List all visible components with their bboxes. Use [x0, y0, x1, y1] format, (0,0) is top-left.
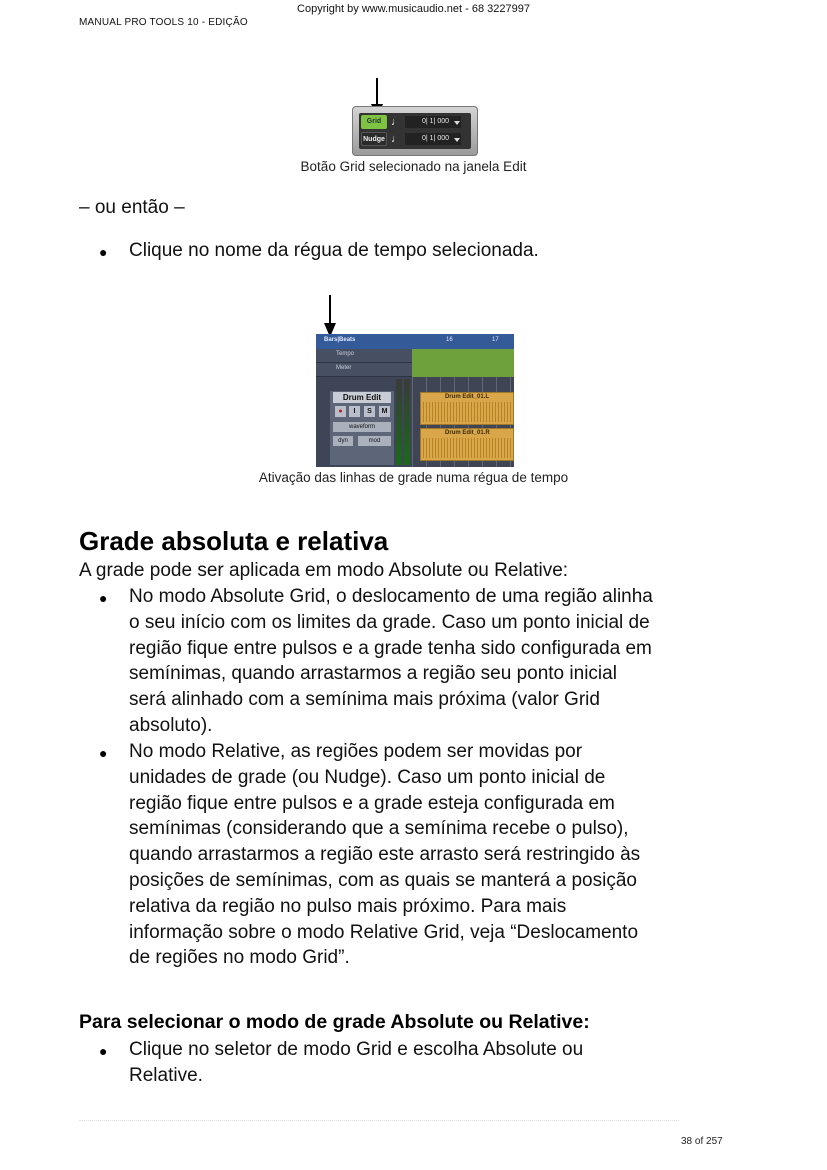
- bars-beats-ruler[interactable]: [316, 334, 514, 349]
- procedure-heading: Para selecionar o modo de grade Absolute ou Relative:: [79, 1011, 590, 1033]
- text-line: região fique entre pulsos e a grade esteja configurada em: [129, 792, 615, 814]
- text-line: será alinhado com a semínima mais próxima (valor Grid: [129, 689, 600, 711]
- text-line: No modo Relative, as regiões podem ser movidas por: [129, 741, 583, 762]
- text-line: informação sobre o modo Relative Grid, veja “Deslocamento: [129, 921, 639, 943]
- bullet-icon: ●: [99, 590, 108, 606]
- grid-nudge-panel: [359, 113, 471, 149]
- solo-button[interactable]: S: [364, 406, 375, 417]
- grid-value-text: 0| 1| 000: [422, 118, 449, 125]
- audio-region[interactable]: [420, 428, 514, 461]
- ruler-timeline-strip: [412, 349, 514, 377]
- meter-ruler-label: Meter: [336, 365, 352, 371]
- figure1-caption: Botão Grid selecionado na janela Edit: [300, 159, 527, 174]
- running-header: MANUAL PRO TOOLS 10 - EDIÇÃO: [79, 17, 248, 28]
- copyright-notice: Copyright by www.musicaudio.net - 68 3227997: [297, 3, 530, 15]
- region-name: Drum Edit_01.L: [445, 394, 490, 400]
- level-meter-right: [404, 379, 410, 465]
- track-name[interactable]: Drum Edit: [333, 392, 391, 403]
- text-line: região fique entre pulsos e a grade tenha sido configurada em: [129, 637, 652, 659]
- text-line: de regiões no modo Grid”.: [129, 947, 350, 969]
- ruler-tick-label: 16: [446, 337, 453, 343]
- page-number: 38 of 257: [681, 1136, 723, 1147]
- tempo-ruler[interactable]: [316, 349, 412, 363]
- footer-divider: [79, 1120, 679, 1121]
- text-line: posições de semínimas, com as quais se manterá a posição: [129, 869, 637, 891]
- text-line: absoluto).: [129, 714, 213, 736]
- mod-selector[interactable]: mod: [358, 436, 391, 446]
- audio-region[interactable]: [420, 392, 514, 425]
- figure2-arrow-shaft: [329, 295, 331, 325]
- grid-value-display[interactable]: [405, 116, 461, 128]
- ruler-name[interactable]: Bars|Beats: [324, 337, 356, 343]
- input-button[interactable]: I: [349, 406, 360, 417]
- waveform: [423, 438, 511, 458]
- figure2-caption: Ativação das linhas de grade numa régua de tempo: [258, 470, 569, 485]
- bullet-ruler-text: Clique no nome da régua de tempo selecionada.: [129, 240, 539, 261]
- bullet-icon: ●: [99, 1043, 108, 1059]
- chevron-down-icon: [454, 121, 460, 125]
- tempo-ruler-label: Tempo: [336, 351, 355, 357]
- text-line: quando arrastarmos a região este arrasto será restringido às: [129, 844, 641, 866]
- procedure-step: [129, 1037, 583, 1089]
- text-line: Clique no seletor de modo Grid e escolha Absolute ou: [129, 1039, 584, 1060]
- grid-note-icon: ♩: [391, 116, 402, 128]
- view-selector[interactable]: waveform: [333, 422, 391, 432]
- text-line: semínimas, quando arrastarmos a região seu ponto inicial: [129, 663, 617, 685]
- text-line: unidades de grade (ou Nudge). Caso um ponto inicial de: [129, 766, 606, 788]
- bullet-absolute: [129, 584, 653, 739]
- grid-button[interactable]: Grid: [361, 115, 387, 129]
- section-heading: Grade absoluta e relativa: [79, 526, 389, 556]
- text-line: Relative.: [129, 1064, 203, 1086]
- nudge-note-icon: ♩: [391, 133, 402, 145]
- bullet-relative: [129, 739, 640, 971]
- meter-ruler[interactable]: [316, 363, 412, 377]
- region-name: Drum Edit_01.R: [445, 430, 490, 436]
- nudge-value-display[interactable]: [405, 133, 461, 145]
- nudge-button[interactable]: Nudge: [361, 132, 387, 146]
- text-line: No modo Absolute Grid, o deslocamento de uma região alinha: [129, 586, 653, 607]
- dyn-selector[interactable]: dyn: [333, 436, 353, 446]
- or-separator: – ou então –: [79, 197, 185, 218]
- text-line: relativa da região no pulso mais próximo. Para mais: [129, 895, 567, 917]
- text-line: o seu início com os limites da grade. Caso um ponto inicial de: [129, 611, 650, 633]
- grid-nudge-widget: [352, 106, 478, 156]
- figure1-arrow-shaft: [376, 78, 378, 106]
- bullet-icon: ●: [99, 745, 108, 761]
- text-line: semínimas (considerando que a semínima recebe o pulso),: [129, 818, 629, 840]
- chevron-down-icon: [454, 138, 460, 142]
- waveform: [423, 402, 511, 422]
- ruler-tick-label: 17: [492, 337, 499, 343]
- level-meter-left: [396, 379, 402, 465]
- mute-button[interactable]: M: [379, 406, 390, 417]
- bullet-icon: ●: [99, 244, 108, 260]
- section-intro: A grade pode ser aplicada em modo Absolute ou Relative:: [79, 560, 569, 581]
- nudge-value-text: 0| 1| 000: [422, 135, 449, 142]
- nudge-row: [361, 132, 469, 147]
- record-button[interactable]: ●: [335, 406, 346, 417]
- grid-row: [361, 115, 469, 130]
- edit-window-screenshot: [316, 334, 514, 467]
